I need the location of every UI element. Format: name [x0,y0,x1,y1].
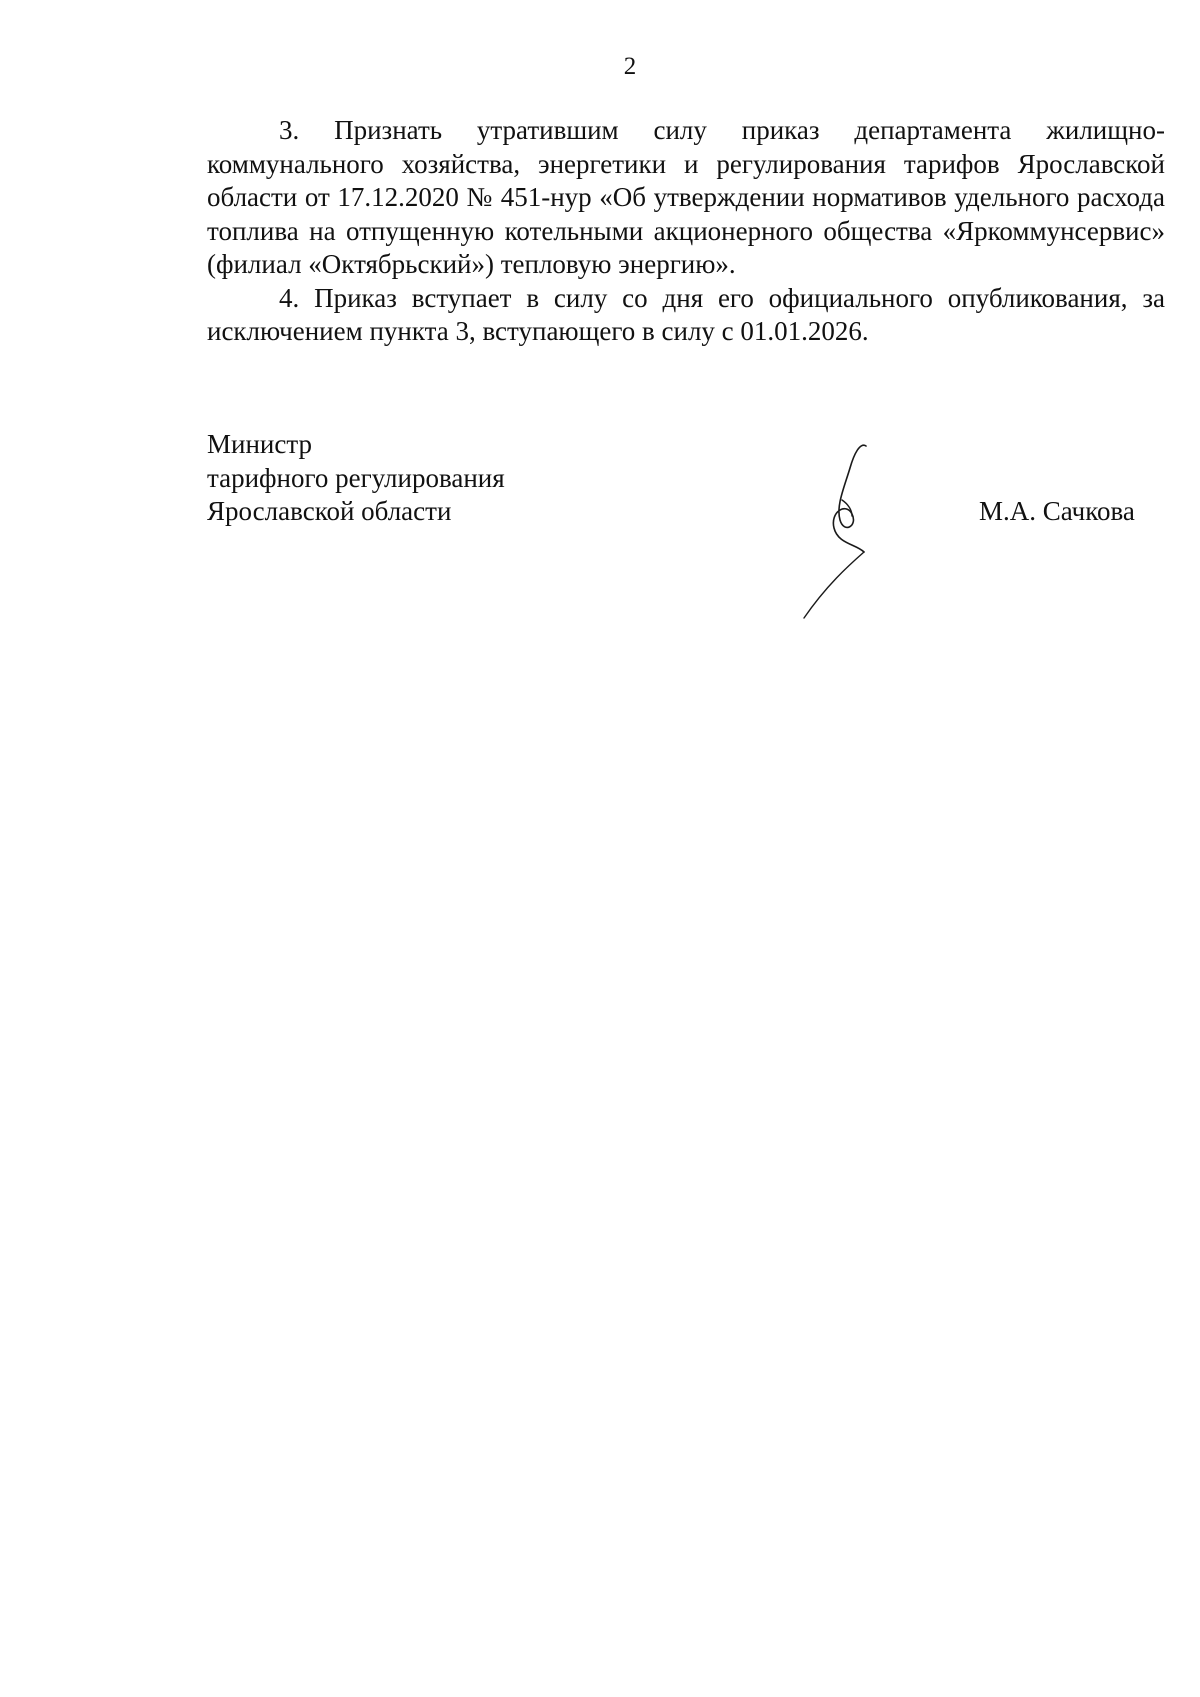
signatory-position-line: Министр [207,429,312,459]
paragraph-3: 3. Признать утратившим силу приказ департамента жилищно-коммунального хозяйства, энергетики и регулирования тарифов Ярославской области от 17.12.2020 № 451-нур «Об утверждении нормативов удельного расхода топлива на отпущенную котельными акционерного общества «Яркоммунсервис» (филиал «Октябрьский») тепловую энергию». [207,115,1165,279]
page-number: 2 [623,53,637,80]
signatory-position-line: Ярославской области [207,496,452,526]
signatory-position [207,428,505,529]
paragraph-4: 4. Приказ вступает в силу со дня его официального опубликования, за исключением пункта 3, вступающего в силу с 01.01.2026. [207,282,1165,346]
signatory-position-line: тарифного регулирования [207,462,505,493]
signatory-name: М.А. Сачкова [979,496,1135,526]
document-body [207,114,1165,349]
handwritten-signature [790,440,900,620]
